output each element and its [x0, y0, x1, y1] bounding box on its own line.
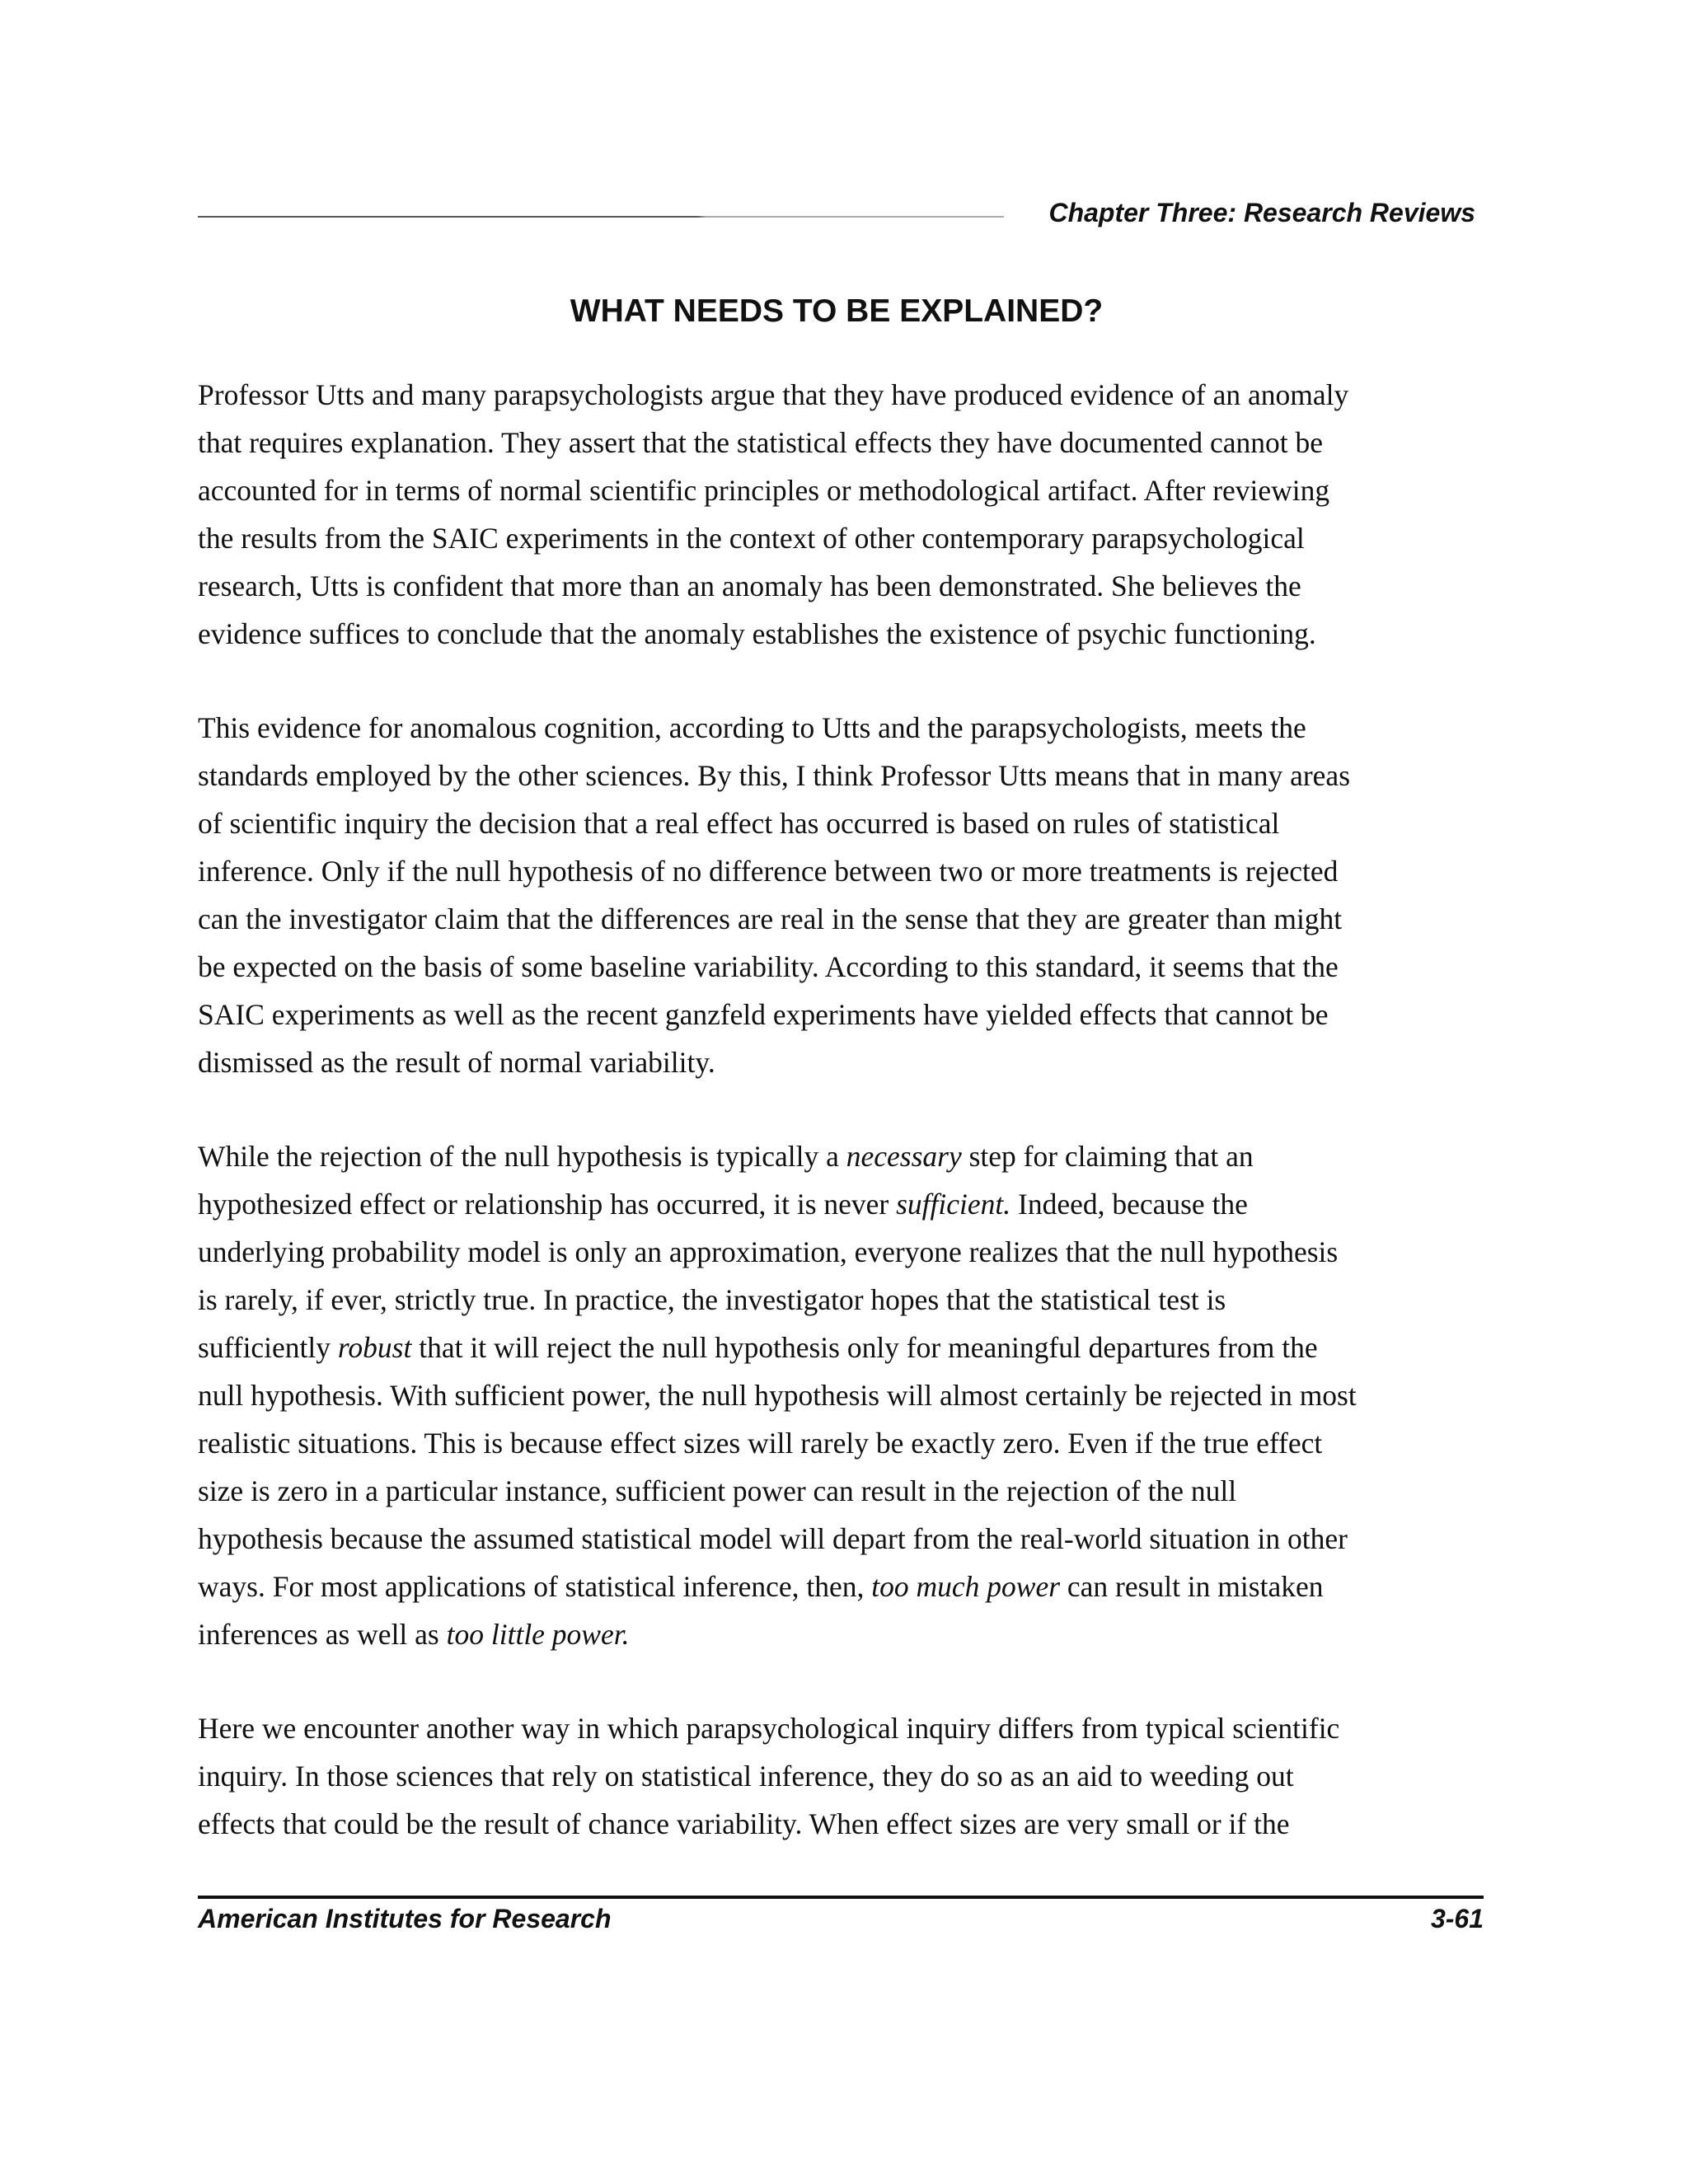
text-line: [198, 847, 1484, 895]
text-segment: that requires explanation. They assert that the statistical effects they have documented cannot be: [198, 426, 1323, 459]
text-line: [198, 1704, 1484, 1752]
text-line: [198, 799, 1484, 847]
text-line: [198, 371, 1484, 419]
text-segment: inference. Only if the null hypothesis of no difference between two or more treatments is rejected: [198, 855, 1339, 888]
page-title: WHAT NEEDS TO BE EXPLAINED?: [570, 293, 1104, 330]
text-line: [198, 1515, 1484, 1563]
header-rule: [198, 216, 1004, 218]
text-segment: the results from the SAIC experiments in the context of other contemporary parapsychological: [198, 522, 1305, 555]
text-segment: effects that could be the result of chance variability. When effect sizes are very small or if the: [198, 1807, 1290, 1840]
text-segment: research, Utts is confident that more than an anomaly has been demonstrated. She believes the: [198, 569, 1301, 602]
text-segment: hypothesis because the assumed statistical model will depart from the real-world situation in other: [198, 1522, 1348, 1555]
text-segment: step for claiming that an: [961, 1140, 1254, 1173]
text-segment: standards employed by the other sciences. By this, I think Professor Utts means that in many areas: [198, 759, 1351, 792]
text-segment: that it will reject the null hypothesis only for meaningful departures from the: [411, 1331, 1318, 1364]
emphasized-text: too little power.: [446, 1618, 630, 1651]
paragraph: [198, 1132, 1484, 1658]
text-line: [198, 704, 1484, 752]
text-segment: underlying probability model is only an approximation, everyone realizes that the null hypothesis: [198, 1235, 1339, 1268]
text-line: [198, 1371, 1484, 1419]
text-line: [198, 1467, 1484, 1515]
text-segment: accounted for in terms of normal scientific principles or methodological artifact. After reviewing: [198, 474, 1330, 507]
text-line: [198, 1276, 1484, 1324]
page-number: 3-61: [1430, 1904, 1484, 1933]
emphasized-text: necessary: [846, 1140, 962, 1173]
text-line: [198, 419, 1484, 466]
text-segment: null hypothesis. With sufficient power, the null hypothesis will almost certainly be rejected in most: [198, 1379, 1357, 1412]
text-segment: While the rejection of the null hypothesis is typically a: [198, 1140, 846, 1173]
text-line: [198, 1180, 1484, 1228]
text-segment: realistic situations. This is because effect sizes will rarely be exactly zero. Even if the true effect: [198, 1427, 1323, 1460]
text-segment: Indeed, because the: [1010, 1188, 1248, 1221]
text-segment: of scientific inquiry the decision that a real effect has occurred is based on rules of statistical: [198, 807, 1280, 840]
text-line: [198, 514, 1484, 562]
text-segment: evidence suffices to conclude that the anomaly establishes the existence of psychic functioning.: [198, 617, 1316, 650]
text-segment: inferences as well as: [198, 1618, 447, 1651]
text-line: [198, 1228, 1484, 1276]
text-segment: sufficiently: [198, 1331, 338, 1364]
paragraph: [198, 371, 1484, 658]
text-line: [198, 1324, 1484, 1371]
text-line: [198, 1419, 1484, 1467]
text-line: [198, 1563, 1484, 1610]
text-line: [198, 943, 1484, 991]
text-segment: SAIC experiments as well as the recent ganzfeld experiments have yielded effects that cannot be: [198, 998, 1329, 1031]
paragraph: [198, 1704, 1484, 1848]
text-segment: be expected on the basis of some baseline variability. According to this standard, it seems that the: [198, 950, 1339, 983]
text-segment: can the investigator claim that the differences are real in the sense that they are greater than might: [198, 902, 1343, 935]
text-segment: can result in mistaken: [1060, 1570, 1324, 1603]
text-line: [198, 562, 1484, 610]
emphasized-text: sufficient.: [896, 1188, 1011, 1221]
emphasized-text: robust: [337, 1331, 412, 1364]
text-line: [198, 1610, 1484, 1658]
text-segment: Here we encounter another way in which parapsychological inquiry differs from typical scientific: [198, 1712, 1340, 1745]
text-segment: dismissed as the result of normal variability.: [198, 1046, 715, 1079]
text-line: [198, 1132, 1484, 1180]
text-line: [198, 1800, 1484, 1848]
text-line: [198, 752, 1484, 799]
text-segment: ways. For most applications of statistical inference, then,: [198, 1570, 872, 1603]
text-segment: Professor Utts and many parapsychologists argue that they have produced evidence of an anomaly: [198, 378, 1349, 411]
text-line: [198, 1038, 1484, 1086]
emphasized-text: too much power: [871, 1570, 1061, 1603]
text-segment: hypothesized effect or relationship has occurred, it is never: [198, 1188, 897, 1221]
text-line: [198, 1752, 1484, 1800]
footer-rule: [198, 1896, 1484, 1899]
text-segment: is rarely, if ever, strictly true. In practice, the investigator hopes that the statistical test is: [198, 1283, 1226, 1316]
text-segment: size is zero in a particular instance, sufficient power can result in the rejection of the null: [198, 1474, 1237, 1507]
text-line: [198, 895, 1484, 943]
text-line: [198, 610, 1484, 658]
body-text: [198, 371, 1484, 1894]
footer-organization: American Institutes for Research: [198, 1904, 612, 1933]
text-line: [198, 466, 1484, 514]
chapter-header: Chapter Three: Research Reviews: [1048, 198, 1475, 227]
text-segment: This evidence for anomalous cognition, according to Utts and the parapsychologists, meets the: [198, 711, 1306, 744]
text-segment: inquiry. In those sciences that rely on statistical inference, they do so as an aid to weeding out: [198, 1760, 1294, 1793]
paragraph: [198, 704, 1484, 1086]
text-line: [198, 991, 1484, 1038]
